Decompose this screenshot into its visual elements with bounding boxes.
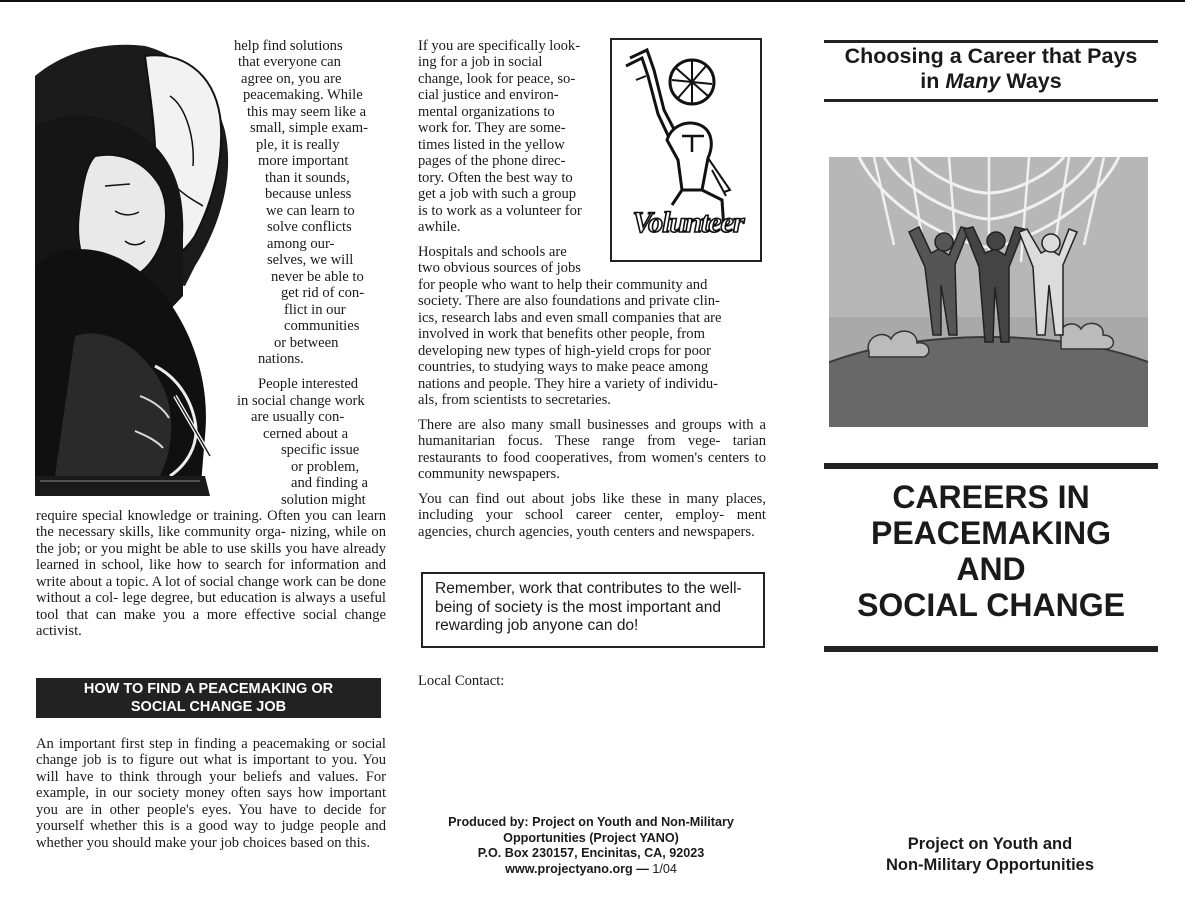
org-line: Project on Youth and <box>907 835 1073 853</box>
volunteer-word: Volunteer <box>632 206 744 239</box>
text-line: peacemaking. While <box>243 87 363 103</box>
main-title-line: PEACEMAKING <box>870 515 1111 551</box>
paragraph-first-step: An important first step in finding a peacemaking or social change job is to figure out what is important to you. You will have to think through your beliefs and values. For example, in our society money often says how important you are in other people's eyes. You have to decide for yourself whether this is a good way to judge people and whether you should make your job choices based on this. <box>36 736 386 851</box>
text-line: developing new types of high-yield crops for poor <box>418 343 712 359</box>
text-line: or between <box>274 335 339 351</box>
edition-date: 1/04 <box>652 861 677 876</box>
text-line: countries, to studying ways to make peace among <box>418 359 709 375</box>
text-line: get rid of con- <box>281 285 365 301</box>
subtitle-word: in <box>920 69 940 93</box>
text-line: this may seem like a <box>247 104 367 120</box>
local-contact-label: Local Contact: <box>418 673 505 689</box>
title-rule-bottom <box>824 99 1158 102</box>
text-line: Hospitals and schools are <box>418 244 567 260</box>
text-line: awhile. <box>418 219 461 235</box>
main-title-line: SOCIAL CHANGE <box>857 587 1125 623</box>
main-title-line: AND <box>956 551 1026 587</box>
text-line: nations and people. They hire a variety of individu- <box>418 376 719 392</box>
text-line: for people who want to help their community and <box>418 277 708 293</box>
text-line: involved in work that benefits other people, from <box>418 326 705 342</box>
subtitle-line: Choosing a Career that Pays <box>844 44 1138 68</box>
main-title <box>824 479 1158 623</box>
callout-box: Remember, work that contributes to the well-being of society is the most important and rewarding job anyone can do! <box>421 572 765 648</box>
text-line: in social change work <box>237 393 365 409</box>
paragraph-continuation: require special knowledge or training. Often you can learn the necessary skills, like community orga- nizing, while on the job; or you might be able to use skills you have already learned in school, like how to search for information and write about a topic. A lot of social change work can be done without a col- lege degree, but education is always a useful tool that can make you a more effective social change activist. <box>36 508 386 640</box>
text-line: solve conflicts <box>267 219 352 235</box>
heading-line: HOW TO FIND A PEACEMAKING OR <box>83 681 334 697</box>
subtitle-emphasis: Many <box>945 69 1001 93</box>
organization-name <box>840 834 1140 876</box>
text-line: because unless <box>265 186 352 202</box>
main-title-rule-top <box>824 463 1158 469</box>
text-line: als, from scientists to secretaries. <box>418 392 611 408</box>
text-line: nations. <box>258 351 304 367</box>
text-line: mental organizations to <box>418 104 555 120</box>
text-line: communities <box>284 318 360 334</box>
text-line: tory. Often the best way to <box>418 170 573 186</box>
text-line: People interested <box>258 376 359 392</box>
text-line: work for. They are some- <box>418 120 566 136</box>
main-title-rule-bottom <box>824 646 1158 652</box>
text-line: flict in our <box>284 302 346 318</box>
volunteer-illustration <box>610 38 762 262</box>
text-line: pages of the phone direc- <box>418 153 566 169</box>
text-line: more important <box>258 153 349 169</box>
org-line: Non-Military Opportunities <box>885 856 1095 874</box>
website-url: www.projectyano.org — <box>505 861 649 876</box>
text-line: solution might <box>281 492 366 508</box>
paragraph-small-businesses: There are also many small businesses and groups with a humanitarian focus. These range from vege- tarian restaurants to food cooperatives, from women's centers to community newspapers. <box>418 417 766 483</box>
people-illustration <box>35 36 240 496</box>
text-line: that everyone can <box>238 54 341 70</box>
heading-line: SOCIAL CHANGE JOB <box>130 699 287 715</box>
text-line: society. There are also foundations and private clin- <box>418 293 720 309</box>
credit-line: Produced by: Project on Youth and Non-Military <box>448 815 734 829</box>
text-line: or problem, <box>291 459 360 475</box>
paragraph-find-jobs: You can find out about jobs like these in many places, including your school career center, employ- ment agencies, church agencies, youth centers and newspapers. <box>418 491 766 540</box>
text-line: specific issue <box>281 442 360 458</box>
text-line: are usually con- <box>251 409 345 425</box>
text-line: ics, research labs and even small companies that are <box>418 310 722 326</box>
text-line: cial justice and environ- <box>418 87 559 103</box>
text-line: and finding a <box>291 475 369 491</box>
producer-credit <box>418 815 764 877</box>
text-line: agree on, you are <box>241 71 342 87</box>
credit-line: Opportunities (Project YANO) <box>503 830 679 845</box>
text-line: is to work as a volunteer for <box>418 203 582 219</box>
text-line: If you are specifically look- <box>418 38 581 54</box>
text-line: cerned about a <box>263 426 349 442</box>
text-line: ing for a job in social <box>418 54 543 70</box>
title-rule-top <box>824 40 1158 43</box>
section-heading <box>36 678 381 718</box>
text-line: change, look for peace, so- <box>418 71 576 87</box>
main-title-line: CAREERS IN <box>892 479 1090 515</box>
text-line: selves, we will <box>267 252 354 268</box>
text-line: we can learn to <box>266 203 355 219</box>
text-line: get a job with such a group <box>418 186 577 202</box>
credit-line: P.O. Box 230157, Encinitas, CA, 92023 <box>477 846 705 860</box>
credit-line <box>418 862 764 878</box>
text-line: small, simple exam- <box>250 120 368 136</box>
subtitle-line <box>824 69 1158 94</box>
text-line: times listed in the yellow <box>418 137 565 153</box>
subtitle-word: Ways <box>1006 69 1062 93</box>
subtitle <box>824 44 1158 94</box>
text-line: among our- <box>267 236 335 252</box>
text-line: never be able to <box>271 269 364 285</box>
text-line: two obvious sources of jobs <box>418 260 581 276</box>
top-border <box>0 0 1185 2</box>
text-line: than it sounds, <box>265 170 350 186</box>
text-line: help find solutions <box>234 38 343 54</box>
globe-people-illustration <box>829 157 1148 427</box>
text-line: ple, it is really <box>256 137 340 153</box>
